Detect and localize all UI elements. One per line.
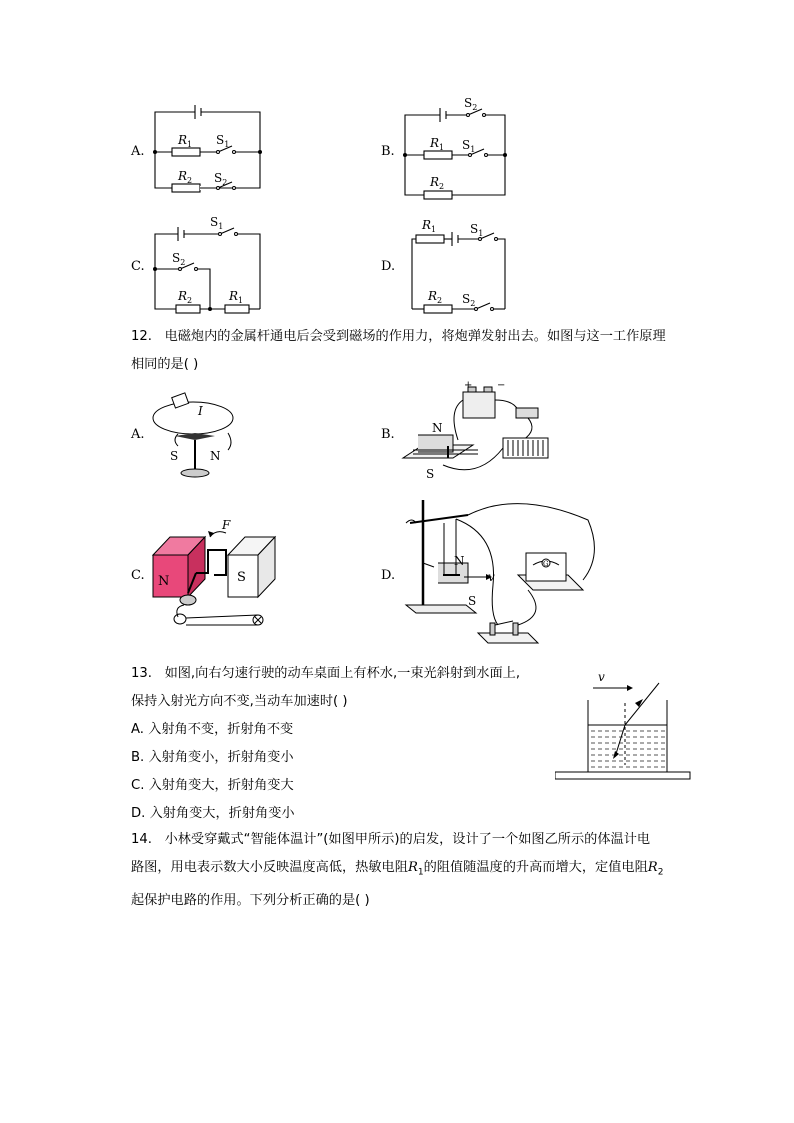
q11-option-c-circuit (150, 212, 265, 317)
q14-r1-symbol: R (407, 860, 418, 875)
q13-option-c[interactable]: C. 入射角变大，折射角变大 (131, 778, 294, 793)
q13-velocity-label: v (598, 670, 605, 684)
q11-d-r1-label: $R_1$ (422, 218, 437, 234)
q11-a-r2-label: $R_2$ (178, 169, 193, 185)
q11-d-s1-label: $S_1$ (470, 222, 484, 238)
q12-b-south-label: S (426, 467, 435, 481)
q11-b-s1-label: $S_1$ (462, 138, 476, 154)
q12-number: 12. (131, 329, 152, 344)
q13-option-a[interactable]: A. 入射角不变，折射角不变 (131, 722, 294, 737)
q11-option-b-circuit (400, 95, 515, 205)
q12-question (131, 323, 666, 379)
q12-d-velocity-label: v (488, 570, 495, 584)
q12-a-current-label: I (198, 404, 203, 418)
q13-line1: 如图,向右匀速行驶的动车桌面上有杯水,一束光斜射到水面上, (164, 666, 521, 681)
q13-question (131, 660, 520, 716)
q12-c-force-label: F (222, 518, 231, 532)
q14-number: 14. (131, 832, 152, 847)
q11-c-s1-label: $S_1$ (210, 215, 224, 231)
q13-line2: 保持入射光方向不变,当动车加速时( ) (131, 694, 348, 709)
q11-b-r2-label: $R_2$ (430, 175, 445, 191)
q14-line2a: 路图，用电表示数大小反映温度高低，热敏电阻 (131, 860, 408, 875)
q13-option-d[interactable]: D. 入射角变大，折射角变小 (131, 806, 295, 821)
q11-d-r2-label: $R_2$ (428, 289, 443, 305)
q14-line3: 起保护电路的作用。下列分析正确的是( ) (131, 892, 370, 908)
q12-option-b-letter: B. (381, 427, 395, 442)
q12-b-plus-label: + (464, 380, 473, 391)
q11-c-r2-label: $R_2$ (178, 289, 193, 305)
q13-option-b[interactable]: B. 入射角变小，折射角变小 (131, 750, 294, 765)
q12-option-c-letter: C. (131, 568, 145, 583)
q11-c-r1-label: $R_1$ (229, 289, 244, 305)
q14-r2-sub: 2 (657, 867, 664, 878)
q11-b-s2-label: $S_2$ (464, 96, 478, 112)
q11-b-r1-label: $R_1$ (430, 136, 445, 152)
q14-r2-symbol: R (647, 860, 658, 875)
q12-option-b-motor-rails (398, 380, 563, 485)
q12-option-a-oersted (148, 388, 243, 483)
q11-a-r1-label: $R_1$ (178, 133, 193, 149)
q14-line1: 小林受穿戴式“智能体温计”(如图甲所示)的启发，设计了一个如图乙所示的体温计电 (164, 832, 651, 847)
q14-line2b: 的阻值随温度的升高而增大，定值电阻 (423, 860, 648, 875)
q12-b-north-label: N (432, 421, 443, 435)
q11-option-c-letter: C. (131, 259, 145, 274)
q12-a-north-label: N (210, 449, 221, 463)
q13-cup-diagram (555, 665, 693, 785)
q11-option-a-letter: A. (131, 144, 145, 159)
q11-option-a-circuit (150, 95, 265, 195)
q12-d-galvanometer-label: G (543, 560, 549, 568)
q11-a-s2-label: $S_2$ (214, 171, 228, 187)
q13-options (131, 716, 295, 828)
q12-option-d-letter: D. (381, 568, 396, 583)
q13-number: 13. (131, 666, 152, 681)
q11-d-s2-label: $S_2$ (462, 292, 476, 308)
q11-option-b-letter: B. (381, 144, 395, 159)
q12-d-south-label: S (468, 594, 477, 608)
q12-option-c-generator (148, 515, 278, 630)
q11-option-d-letter: D. (381, 259, 396, 274)
q11-a-s1-label: $S_1$ (216, 133, 230, 149)
q12-line2: 相同的是( ) (131, 357, 199, 372)
q12-d-north-label: N (454, 554, 465, 568)
q11-option-d-circuit (400, 212, 515, 317)
q11-c-s2-label: $S_2$ (172, 251, 186, 267)
q14-r1-sub: 1 (417, 867, 424, 878)
q12-c-north-label: N (158, 574, 170, 589)
q14-question (131, 826, 663, 915)
q12-option-d-induction (398, 495, 608, 650)
q12-option-a-letter: A. (131, 427, 145, 442)
q12-line1: 电磁炮内的金属杆通电后会受到磁场的作用力，将炮弹发射出去。如图与这一工作原理 (164, 329, 666, 344)
q12-c-south-label: S (237, 570, 246, 585)
q12-b-minus-label: − (497, 380, 506, 391)
q12-a-south-label: S (170, 449, 179, 463)
